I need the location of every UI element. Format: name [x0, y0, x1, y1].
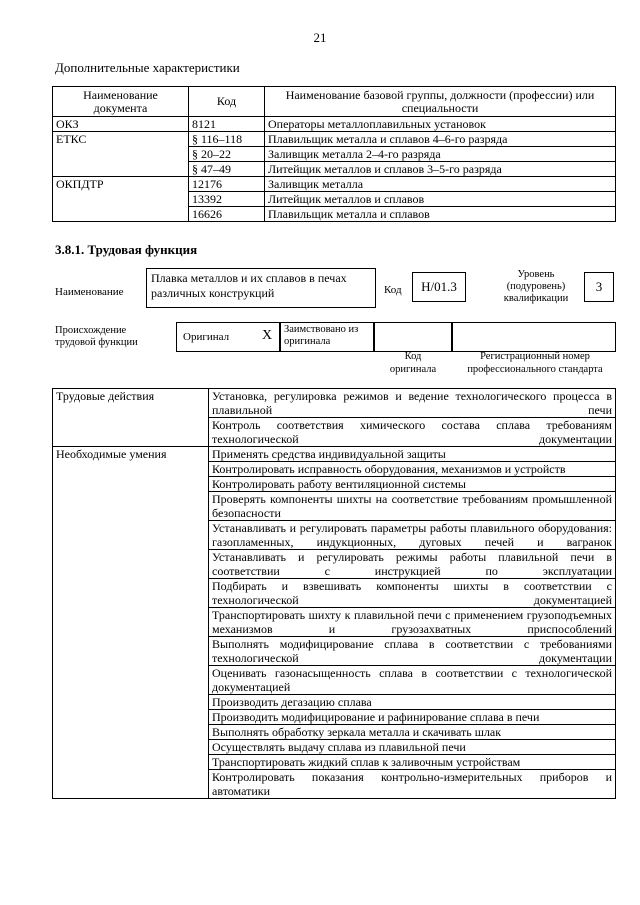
- cell-name: Плавильщик металла и сплавов 4–6-го разряда: [265, 132, 616, 147]
- cell-code: § 20–22: [189, 147, 265, 162]
- skill-item: Осуществлять выдачу сплава из плавильной печи: [209, 740, 616, 755]
- cell-name: Плавильщик металла и сплавов: [265, 207, 616, 222]
- cell-code: 12176: [189, 177, 265, 192]
- skill-item: Выполнять модифицирование сплава в соответствии с требованиями технологической документации: [209, 637, 616, 666]
- borrowed-box: Заимствовано из оригинала: [280, 322, 374, 352]
- reg-number-box: [452, 322, 616, 352]
- action-item: Контроль соответствия химического состава сплава требованиям технологической документации: [209, 418, 616, 447]
- code-label: Код: [384, 284, 402, 296]
- skill-item: Проверять компоненты шихты на соответствие требованиям промышленной безопасности: [209, 492, 616, 521]
- skills-label: Необходимые умения: [53, 447, 209, 799]
- table-row: [53, 132, 616, 147]
- origin-label: Происхождение трудовой функции: [55, 325, 138, 348]
- additional-table: [52, 86, 616, 222]
- cell-code: § 47–49: [189, 162, 265, 177]
- skill-item: Устанавливать и регулировать режимы работы плавильной печи в соответствии с инструкцией по эксплуатации: [209, 550, 616, 579]
- cell-name: Литейщик металлов и сплавов: [265, 192, 616, 207]
- skill-item: Устанавливать и регулировать параметры работы плавильного оборудования: газопламенных, индукционных, дуговых печей и вагранок: [209, 521, 616, 550]
- cell-code: 16626: [189, 207, 265, 222]
- header-name: Наименование базовой группы, должности (профессии) или специальности: [265, 87, 616, 117]
- cell-doc: ОКПДТР: [53, 177, 189, 222]
- code-orig-box: [374, 322, 452, 352]
- original-label: Оригинал: [183, 331, 230, 343]
- cell-name: Заливщик металла: [265, 177, 616, 192]
- cell-code: 13392: [189, 192, 265, 207]
- level-label: Уровень (подуровень) квалификации: [503, 269, 569, 304]
- skill-item: Оценивать газонасыщенность сплава в соответствии с технологической документацией: [209, 666, 616, 695]
- additional-title: Дополнительные характеристики: [55, 60, 240, 75]
- skill-item: Подбирать и взвешивать компоненты шихты в соответствии с технологической документацией: [209, 579, 616, 608]
- function-name-box: Плавка металлов и их сплавов в печах различных конструкций: [146, 268, 376, 308]
- cell-name: Заливщик металла 2–4-го разряда: [265, 147, 616, 162]
- header-code: Код: [189, 87, 265, 117]
- original-mark: X: [262, 328, 273, 343]
- skill-item: Применять средства индивидуальной защиты: [209, 447, 616, 462]
- name-label: Наименование: [55, 286, 124, 298]
- cell-name: Операторы металлоплавильных установок: [265, 117, 616, 132]
- table-row: [53, 177, 616, 192]
- action-item: Установка, регулировка режимов и ведение технологического процесса в плавильной печи: [209, 389, 616, 418]
- cell-code: § 116–118: [189, 132, 265, 147]
- table-row: [53, 117, 616, 132]
- cell-code: 8121: [189, 117, 265, 132]
- cell-name: Литейщик металлов и сплавов 3–5-го разряда: [265, 162, 616, 177]
- cell-doc: ЕТКС: [53, 132, 189, 177]
- skill-item: Производить дегазацию сплава: [209, 695, 616, 710]
- level-box: 3: [584, 272, 614, 302]
- skill-item: Транспортировать шихту к плавильной печи с применением грузоподъемных механизмов и грузозахватных приспособлений: [209, 608, 616, 637]
- page-number: 21: [313, 30, 327, 45]
- reg-number-label: Регистрационный номер профессионального стандарта: [467, 351, 603, 375]
- skill-item: Контролировать работу вентиляционной системы: [209, 477, 616, 492]
- cell-doc: ОКЗ: [53, 117, 189, 132]
- header-doc: Наименование документа: [53, 87, 189, 117]
- table-row: [53, 389, 616, 418]
- skill-item: Производить модифицирование и рафинирование сплава в печи: [209, 710, 616, 725]
- skill-item: Выполнять обработку зеркала металла и скачивать шлак: [209, 725, 616, 740]
- details-table: [52, 388, 616, 799]
- original-box: [176, 322, 280, 352]
- actions-label: Трудовые действия: [53, 389, 209, 447]
- skill-item: Контролировать показания контрольно-измерительных приборов и автоматики: [209, 770, 616, 799]
- table-row: [53, 447, 616, 462]
- skill-item: Контролировать исправность оборудования, механизмов и устройств: [209, 462, 616, 477]
- function-heading: 3.8.1. Трудовая функция: [55, 242, 198, 257]
- function-code-box: Н/01.3: [412, 272, 466, 302]
- code-orig-label: Код оригинала: [389, 351, 437, 375]
- skill-item: Транспортировать жидкий сплав к заливочным устройствам: [209, 755, 616, 770]
